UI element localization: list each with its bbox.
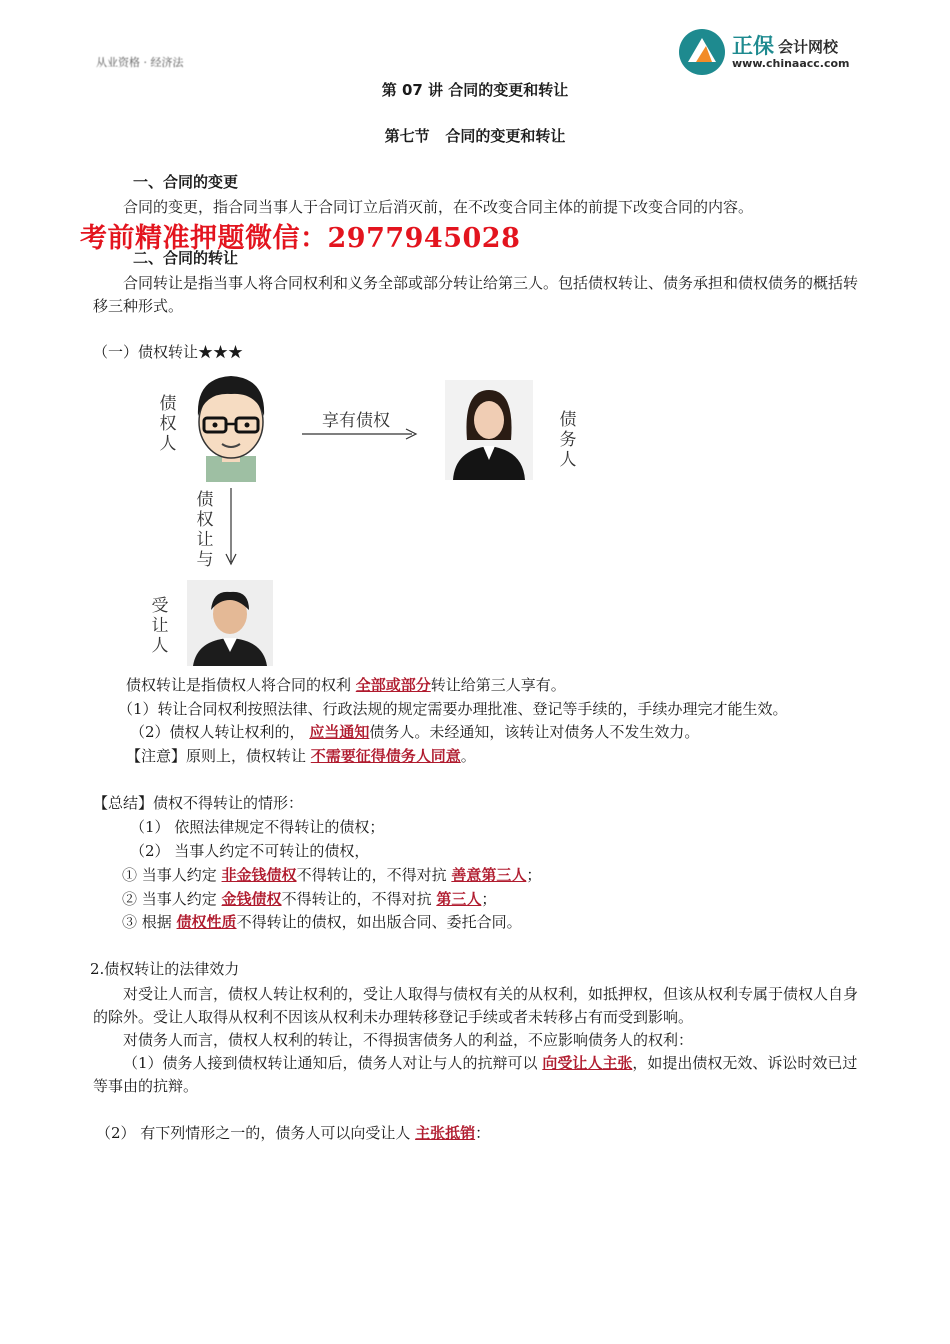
c3-highlight-1: 债权性质 [176, 913, 237, 931]
p4-text [126, 745, 476, 767]
p1-text [126, 674, 566, 696]
logo-school: 会计网校 [778, 38, 839, 56]
summary-item-1: （1） 依照法律规定不得转让的债权； [130, 818, 385, 836]
c3-pre: ③ 根据 [122, 913, 177, 931]
c2-pre: ② 当事人约定 [122, 890, 222, 908]
legal-title: 2.债权转让的法律效力 [90, 960, 240, 978]
summary-case-1 [122, 864, 541, 886]
p1-highlight: 全部或部分 [355, 676, 431, 694]
t4-highlight: 主张抵销 [415, 1124, 476, 1142]
down-arrow-icon [224, 488, 238, 566]
logo-url: www.chinaacc.com [732, 57, 850, 70]
c1-pre: ① 当事人约定 [122, 866, 222, 884]
t4-post: ： [475, 1124, 491, 1142]
creditor-cartoon-icon [188, 370, 274, 482]
p3-highlight: 应当通知 [309, 723, 370, 741]
header-top-left: 从业资格 · 经济法 [96, 56, 184, 69]
p3-pre: （2）债权人转让权利的， [130, 723, 310, 741]
legal-text-1: 对受让人而言，债权人转让权利的，受让人取得与债权有关的从权利，如抵押权，但该从权利专属于债权人自身的除外。受让人取得从权利不因该从权利未办理转移登记手续或者未转移占有而受到影响。 [93, 985, 859, 1026]
c1-highlight-1: 非金钱债权 [221, 866, 297, 884]
legal-text-3 [93, 1052, 865, 1098]
p3-post: 债务人。未经通知，该转让对债务人不发生效力。 [369, 723, 700, 741]
c3-post: 不得转让的债权，如出版合同、委托合同。 [236, 913, 522, 931]
summary-case-3 [122, 911, 522, 933]
p1-post: 转让给第三人享有。 [430, 676, 566, 694]
summary-title: 【总结】债权不得转让的情形： [93, 794, 304, 812]
logo [678, 28, 868, 76]
assignee-photo [187, 580, 273, 666]
right-arrow-icon [302, 428, 418, 440]
sec1-heading: 一、合同的变更 [133, 173, 239, 191]
section-title: 第七节 合同的变更和转让 [384, 127, 566, 145]
lecture-title: 第 07 讲 合同的变更和转让 [381, 81, 569, 99]
c2-post: ； [481, 890, 497, 908]
transfer-label: 债 权 让 与 [196, 490, 214, 570]
t3-highlight: 向受让人主张 [542, 1054, 633, 1072]
legal-text-4 [96, 1122, 490, 1144]
p4-pre: 【注意】原则上，债权转让 [126, 747, 311, 765]
debtor-photo [445, 380, 533, 480]
sec2-heading: 二、合同的转让 [133, 249, 239, 267]
p1-pre: 债权转让是指债权人将合同的权利 [126, 676, 356, 694]
t4-pre: （2） 有下列情形之一的，债务人可以向受让人 [96, 1124, 416, 1142]
c1-post: ； [526, 866, 542, 884]
assignee-label: 受 让 人 [151, 596, 169, 656]
p4-post: 。 [460, 747, 476, 765]
promo-banner: 考前精准押题微信：2977945028 [80, 223, 521, 254]
logo-mark-icon [678, 28, 726, 76]
t3-pre: （1）债务人接到债权转让通知后，债务人对让与人的抗辩可以 [123, 1054, 543, 1072]
logo-brand: 正保 [732, 34, 774, 58]
sec2-text: 合同转让是指当事人将合同权利和义务全部或部分转让给第三人。包括债权转让、债务承担和债权债务的概括转移三种形式。 [93, 274, 859, 315]
p4-highlight: 不需要征得债务人同意 [310, 747, 461, 765]
summary-item-2: （2） 当事人约定不可转让的债权， [130, 842, 370, 860]
sub1-heading: （一）债权转让★★★ [93, 343, 244, 361]
c2-highlight-1: 金钱债权 [221, 890, 282, 908]
enjoy-claim-label: 享有债权 [322, 411, 390, 431]
p2-text: （1）转让合同权利按照法律、行政法规的规定需要办理批准、登记等手续的，手续办理完才能生效。 [118, 700, 788, 718]
c1-highlight-2: 善意第三人 [451, 866, 527, 884]
t3-post: ，如提出债权无效、诉讼时效已过等事由的抗辩。 [93, 1054, 858, 1095]
c1-mid: 不得转让的，不得对抗 [296, 866, 452, 884]
summary-case-2 [122, 888, 496, 910]
legal-text-2: 对债务人而言，债权人权利的转让，不得损害债务人的利益，不应影响债务人的权利： [123, 1031, 694, 1049]
p3-text [130, 721, 699, 743]
sec1-text: 合同的变更，指合同当事人于合同订立后消灭前，在不改变合同主体的前提下改变合同的内容。 [123, 198, 754, 216]
creditor-label: 债 权 人 [159, 394, 177, 454]
c2-mid: 不得转让的，不得对抗 [281, 890, 437, 908]
debtor-label: 债 务 人 [559, 410, 577, 470]
c2-highlight-2: 第三人 [436, 890, 482, 908]
